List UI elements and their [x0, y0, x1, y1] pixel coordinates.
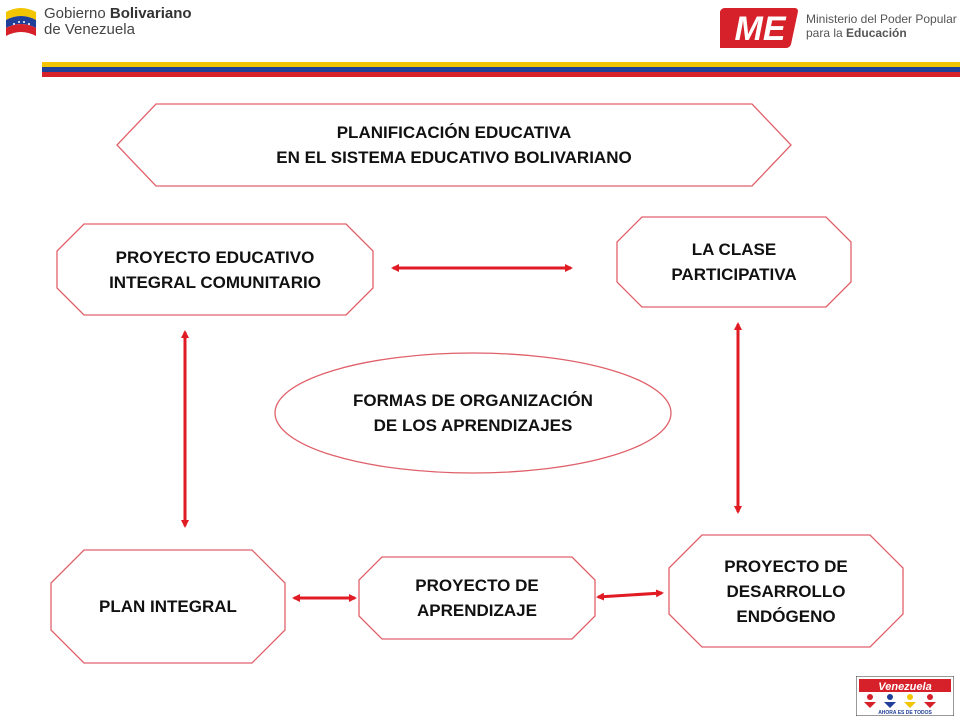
- gov-line-1: Gobierno: [44, 5, 110, 22]
- gov-line-2: de Venezuela: [44, 21, 135, 38]
- peic-text: PROYECTO EDUCATIVO INTEGRAL COMUNITARIO: [109, 247, 321, 292]
- title-text: PLANIFICACIÓN EDUCATIVA EN EL SISTEMA EDUCATIVO BOLIVARIANO: [276, 123, 632, 167]
- plan-text: PLAN INTEGRAL: [99, 597, 237, 616]
- center-text: FORMAS DE ORGANIZACIÓN DE LOS APRENDIZAJES: [353, 391, 593, 435]
- ministry-line-2-prefix: para la: [806, 26, 847, 40]
- venezuela-badge: [856, 676, 954, 716]
- ministry-line-1: Ministerio del Poder Popular: [806, 12, 957, 26]
- pde-text: PROYECTO DE DESARROLLO ENDÓGENO: [724, 556, 848, 626]
- me-logo-text: ME: [734, 10, 786, 48]
- clase-text: LA CLASE PARTICIPATIVA: [671, 240, 797, 284]
- badge-subtitle: AHORA ES DE TODOS: [878, 710, 932, 716]
- ministry-line-2-bold: Educación: [846, 26, 907, 40]
- arrow-pa-pde: [598, 593, 662, 597]
- gov-line-1-bold: Bolivariano: [109, 5, 192, 22]
- badge-title: Venezuela: [878, 681, 932, 693]
- pa-text: PROYECTO DE APRENDIZAJE: [415, 576, 539, 620]
